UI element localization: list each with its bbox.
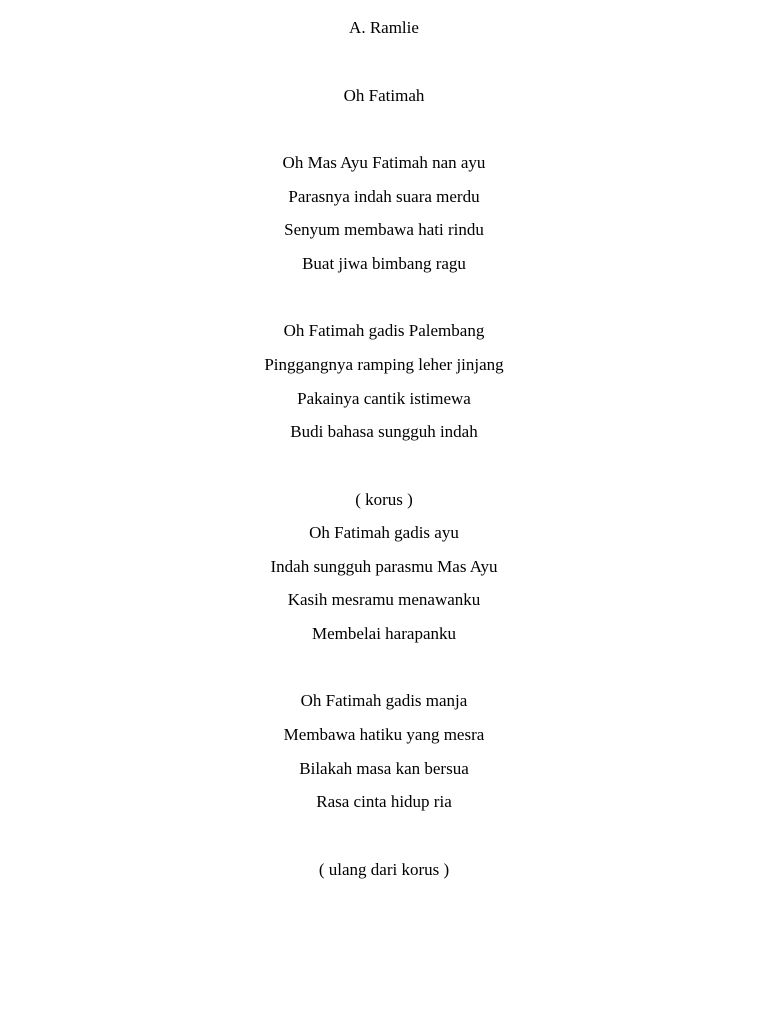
lyric-line: Buat jiwa bimbang ragu (302, 254, 466, 273)
lyric-line: Parasnya indah suara merdu (288, 187, 480, 206)
lyric-line: Oh Mas Ayu Fatimah nan ayu (282, 153, 486, 172)
lyric-line: Rasa cinta hidup ria (316, 792, 452, 811)
lyric-line: Kasih mesramu menawanku (287, 590, 481, 609)
chorus-label: ( korus ) (355, 490, 413, 509)
lyric-line: Membawa hatiku yang mesra (283, 725, 485, 744)
lyric-line: Budi bahasa sungguh indah (290, 422, 478, 441)
lyric-line: Senyum membawa hati rindu (284, 220, 484, 239)
lyric-line: Pakainya cantik istimewa (297, 389, 471, 408)
lyric-line: Pinggangnya ramping leher jinjang (264, 355, 504, 374)
lyric-line: Membelai harapanku (312, 624, 456, 643)
song-title: Oh Fatimah (343, 86, 425, 105)
lyric-line: Oh Fatimah gadis ayu (309, 523, 459, 542)
lyric-line: Oh Fatimah gadis manja (300, 691, 468, 710)
repeat-chorus-note: ( ulang dari korus ) (318, 860, 450, 879)
lyric-line: Bilakah masa kan bersua (299, 759, 469, 778)
lyric-line: Oh Fatimah gadis Palembang (283, 321, 485, 340)
author-name: A. Ramlie (349, 18, 419, 37)
lyric-line: Indah sungguh parasmu Mas Ayu (270, 557, 498, 576)
